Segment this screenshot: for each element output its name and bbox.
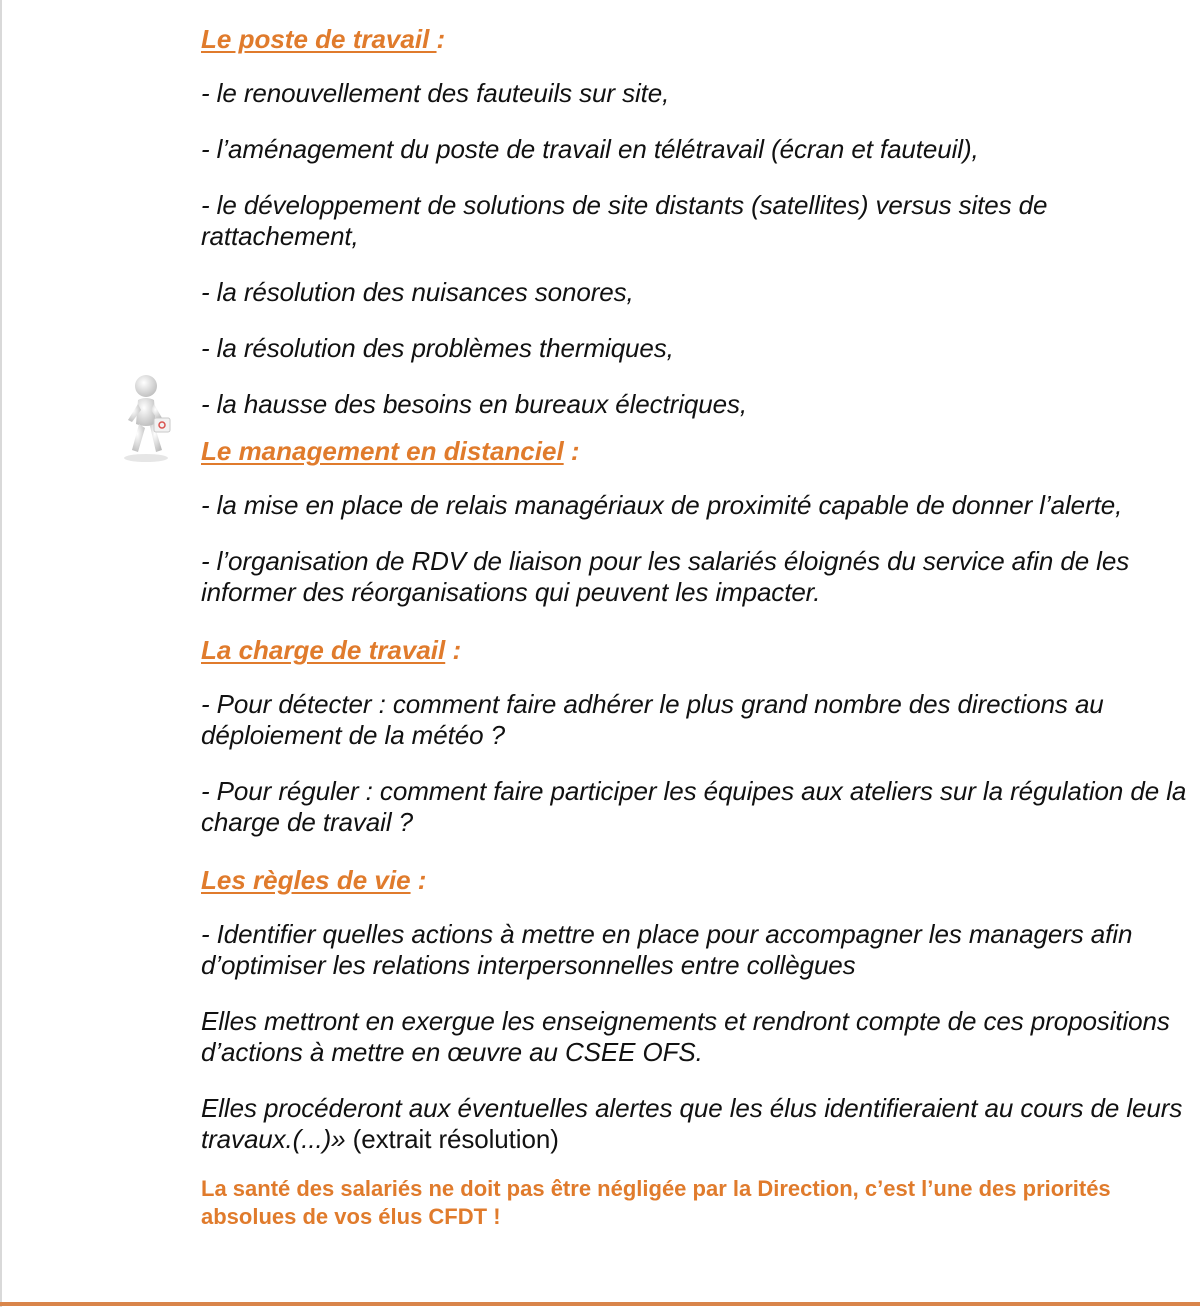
page-left-border — [0, 0, 2, 1307]
list-item: - le renouvellement des fauteuils sur site, — [201, 78, 670, 108]
list-item: - la hausse des besoins en bureaux électriques, — [201, 389, 747, 419]
bottom-rule — [0, 1302, 1200, 1306]
closing-source-text: (extrait résolution) — [345, 1124, 559, 1154]
list-item: - la mise en place de relais managériaux de proximité capable de donner l’alerte, — [201, 490, 1123, 520]
walking-person-with-briefcase-icon — [116, 372, 176, 464]
document-body — [201, 22, 1191, 1231]
list-item: Elles mettront en exergue les enseignements et rendront compte de ces propositions d’actions à mettre en œuvre au CSEE OFS. — [201, 1006, 1170, 1067]
list-item: - Identifier quelles actions à mettre en place pour accompagner les managers afin d’optimiser les relations interpersonnelles entre collègues — [201, 919, 1133, 980]
section-heading-management-distanciel: Le management en distanciel : — [201, 436, 580, 466]
closing-paragraph — [201, 1093, 1191, 1155]
list-item: - le développement de solutions de site distants (satellites) versus sites de rattachement, — [201, 190, 1048, 251]
list-item: - l’organisation de RDV de liaison pour les salariés éloignés du service afin de les informer des réorganisations qui peuvent les impacter. — [201, 546, 1130, 607]
list-item: - Pour réguler : comment faire participer les équipes aux ateliers sur la régulation de la charge de travail ? — [201, 776, 1187, 837]
list-item: - Pour détecter : comment faire adhérer le plus grand nombre des directions au déploiement de la météo ? — [201, 689, 1104, 750]
section-heading-charge-de-travail: La charge de travail : — [201, 635, 462, 665]
footer-note: La santé des salariés ne doit pas être négligée par la Direction, c’est l’une des priorités absolues de vos élus CFDT ! — [201, 1176, 1111, 1229]
list-item: - la résolution des nuisances sonores, — [201, 277, 634, 307]
closing-italic-text: Elles procéderont aux éventuelles alertes que les élus identifieraient au cours de leurs travaux.(...)» — [201, 1093, 1183, 1154]
list-item: - l’aménagement du poste de travail en télétravail (écran et fauteuil), — [201, 134, 979, 164]
section-heading-poste-de-travail: Le poste de travail : — [201, 24, 446, 54]
list-item: - la résolution des problèmes thermiques, — [201, 333, 674, 363]
section-heading-regles-de-vie: Les règles de vie : — [201, 865, 427, 895]
